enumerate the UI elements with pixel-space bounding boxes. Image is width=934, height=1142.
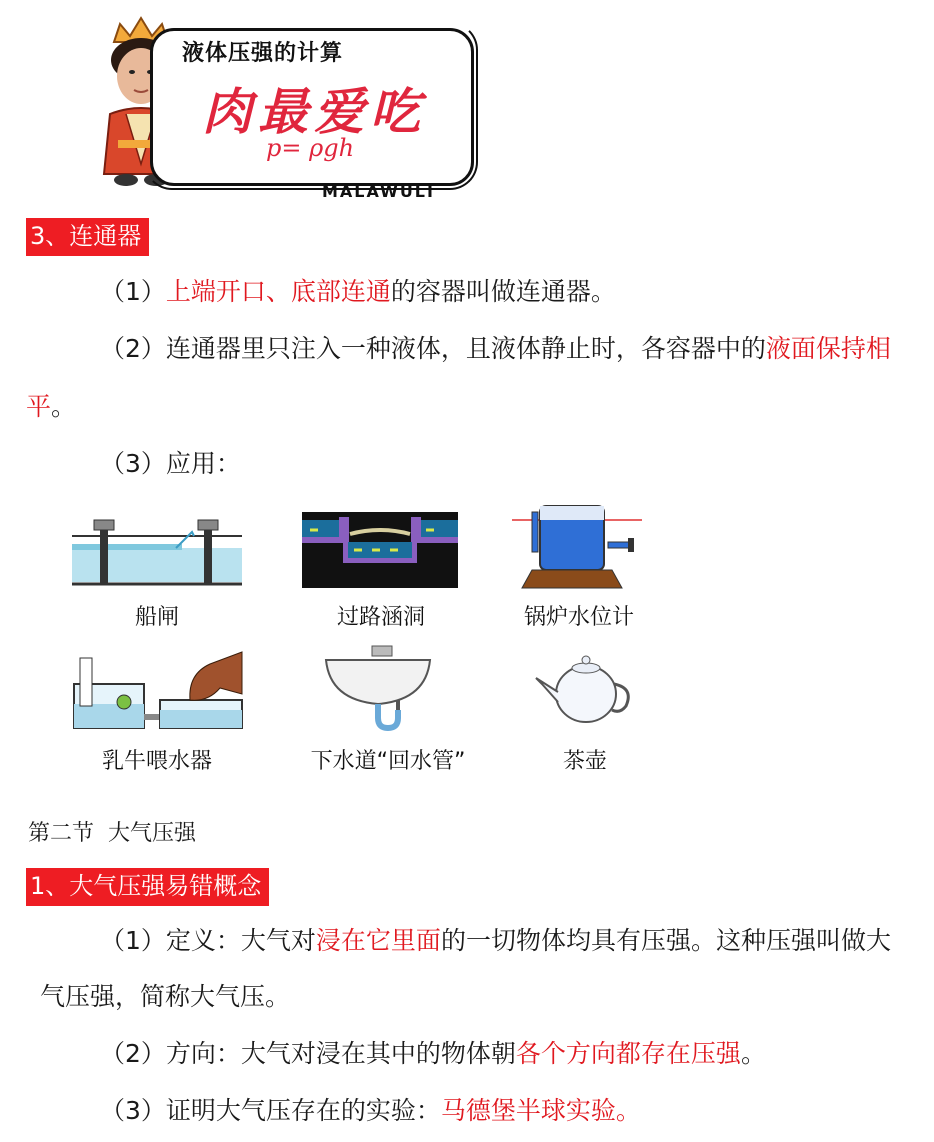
caption-teapot: 茶壶 <box>562 749 607 774</box>
banner-subtitle: 液体压强的计算 <box>182 41 344 66</box>
definition-3-highlight: 马德堡半球实验。 <box>440 1096 641 1125</box>
definition-2-highlight: 各个方向都存在压强 <box>515 1039 741 1068</box>
paragraph-1-rest: 的容器叫做连通器。 <box>390 277 616 306</box>
teapot-icon <box>530 648 638 728</box>
header-banner <box>0 0 500 200</box>
paragraph-2-prefix: （2）连通器里只注入一种液体，且液体静止时，各容器中的 <box>100 334 766 363</box>
section-heading-atmospheric-pressure: 1、大气压强易错概念 <box>26 868 269 906</box>
banner-formula: p= ρgh <box>266 134 355 162</box>
paragraph-2 <box>100 332 891 366</box>
paragraph-2-highlight-end: 平 <box>26 392 52 421</box>
cattle-waterer-icon <box>70 644 246 736</box>
ship-lock-icon <box>72 508 242 592</box>
paragraph-1-prefix: （1） <box>100 277 166 306</box>
definition-2 <box>100 1037 766 1071</box>
section-title: 第二节 大气压强 <box>28 821 196 846</box>
caption-culvert: 过路涵洞 <box>336 605 425 630</box>
caption-ship-lock: 船闸 <box>134 605 179 630</box>
paragraph-2-highlight: 液面保持相 <box>765 334 891 363</box>
caption-cattle-waterer: 乳牛喂水器 <box>101 749 212 774</box>
definition-3 <box>100 1094 641 1128</box>
banner-brand: MALAWULI <box>322 182 435 201</box>
definition-3-prefix: （3）证明大气压存在的实验： <box>100 1096 441 1125</box>
paragraph-1-highlight: 上端开口、底部连通 <box>165 277 391 306</box>
paragraph-3: （3）应用： <box>100 449 241 478</box>
definition-1-line2: 气压强，简称大气压。 <box>40 982 291 1011</box>
definition-2-end: 。 <box>740 1039 766 1068</box>
paragraph-2-line2 <box>26 390 76 424</box>
definition-2-prefix: （2）方向：大气对浸在其中的物体朝 <box>100 1039 516 1068</box>
paragraph-1 <box>100 275 616 309</box>
drain-trap-icon <box>322 640 434 732</box>
definition-1-prefix: （1）定义：大气对 <box>100 926 316 955</box>
definition-1 <box>100 924 891 958</box>
banner-title: 肉最爱吃 <box>202 83 426 141</box>
section-heading-connected-vessels: 3、连通器 <box>26 218 149 256</box>
paragraph-2-end: 。 <box>51 392 77 421</box>
caption-drain-trap: 下水道“回水管” <box>310 749 466 774</box>
caption-boiler-gauge: 锅炉水位计 <box>523 605 634 630</box>
definition-1-rest: 的一切物体均具有压强。这种压强叫做大 <box>440 926 891 955</box>
definition-1-highlight: 浸在它里面 <box>315 926 441 955</box>
culvert-icon <box>302 512 458 588</box>
boiler-gauge-icon <box>512 494 642 590</box>
